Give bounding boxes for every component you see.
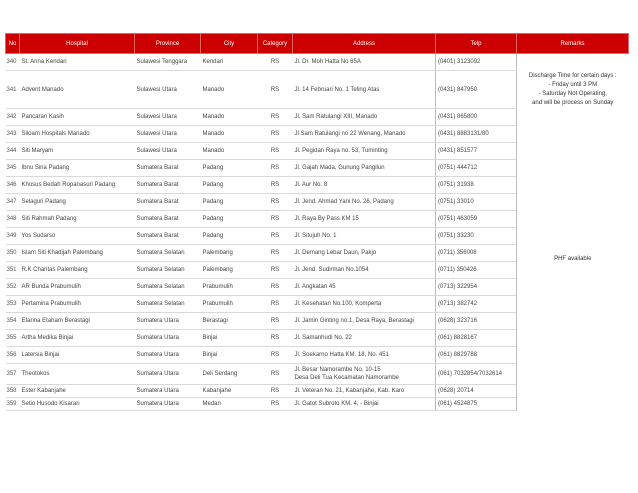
cell-province: Sumatera Utara xyxy=(135,347,201,364)
cell-no: 355 xyxy=(6,330,20,347)
cell-hospital: Pancaran Kasih xyxy=(20,109,135,126)
cell-telp: (0711) 350426 xyxy=(436,262,517,279)
cell-telp: (0431) 8883131/80 xyxy=(436,126,517,143)
cell-province: Sumatera Selatan xyxy=(135,296,201,313)
header-row xyxy=(6,34,629,54)
cell-category: RS xyxy=(258,262,293,279)
cell-category: RS xyxy=(258,245,293,262)
cell-no: 345 xyxy=(6,160,20,177)
cell-no: 350 xyxy=(6,245,20,262)
cell-no: 344 xyxy=(6,143,20,160)
cell-address: Jl. Samanhudi No. 22 xyxy=(293,330,436,347)
remarks-phf-available: PHF available xyxy=(517,109,629,411)
cell-city: Palembang xyxy=(201,262,258,279)
cell-city: Padang xyxy=(201,211,258,228)
table-row[interactable] xyxy=(6,109,629,126)
cell-category: RS xyxy=(258,177,293,194)
cell-province: Sumatera Selatan xyxy=(135,245,201,262)
cell-no: 340 xyxy=(6,54,20,71)
cell-category: RS xyxy=(258,347,293,364)
cell-city: Manado xyxy=(201,143,258,160)
remarks-discharge-note xyxy=(517,71,629,109)
cell-category: RS xyxy=(258,71,293,109)
cell-address: Jl. Situjuh No. 1 xyxy=(293,228,436,245)
cell-province: Sumatera Barat xyxy=(135,228,201,245)
cell-telp: (0711) 356008 xyxy=(436,245,517,262)
cell-telp: (0751) 444712 xyxy=(436,160,517,177)
cell-telp: (0431) 865800 xyxy=(436,109,517,126)
cell-province: Sumatera Selatan xyxy=(135,262,201,279)
cell-hospital: Advent Manado xyxy=(20,71,135,109)
cell-telp: (061) 8829788 xyxy=(436,347,517,364)
cell-telp: (0713) 382742 xyxy=(436,296,517,313)
cell-telp: (0401) 3123092 xyxy=(436,54,517,71)
cell-city: Berastagi xyxy=(201,313,258,330)
cell-address: Jl. 14 Februari No. 1 Teling Atas xyxy=(293,71,436,109)
cell-telp: (0431) 851577 xyxy=(436,143,517,160)
cell-province: Sumatera Utara xyxy=(135,398,201,411)
cell-city: Padang xyxy=(201,194,258,211)
cell-telp: (0628) 20714 xyxy=(436,385,517,398)
cell-hospital: AR Bunda Prabumulih xyxy=(20,279,135,296)
cell-city: Prabumulih xyxy=(201,279,258,296)
cell-category: RS xyxy=(258,385,293,398)
address-line-1: Jl. Besar Namorambe No. 10-15 xyxy=(294,367,381,373)
cell-province: Sumatera Utara xyxy=(135,364,201,385)
cell-category: RS xyxy=(258,109,293,126)
cell-category: RS xyxy=(258,313,293,330)
cell-province: Sumatera Barat xyxy=(135,194,201,211)
cell-no: 358 xyxy=(6,385,20,398)
cell-address: Jl. Jend. Sudirman No.1054 xyxy=(293,262,436,279)
table-row[interactable] xyxy=(6,54,629,71)
cell-province: Sumatera Selatan xyxy=(135,279,201,296)
address-line-2: Desa Deli Tua Kecamatan Namorambe xyxy=(294,375,399,381)
cell-category: RS xyxy=(258,160,293,177)
cell-no: 353 xyxy=(6,296,20,313)
header-telp[interactable]: Telp xyxy=(436,34,517,54)
cell-hospital: Pertamina Prabumulih xyxy=(20,296,135,313)
cell-no: 351 xyxy=(6,262,20,279)
cell-no: 354 xyxy=(6,313,20,330)
cell-city: Manado xyxy=(201,126,258,143)
cell-telp: (0628) 323716 xyxy=(436,313,517,330)
cell-no: 357 xyxy=(6,364,20,385)
cell-telp: (0751) 463059 xyxy=(436,211,517,228)
cell-province: Sumatera Barat xyxy=(135,160,201,177)
cell-address: Jl. Aur No. 8 xyxy=(293,177,436,194)
cell-city: Medan xyxy=(201,398,258,411)
cell-city: Binjai xyxy=(201,347,258,364)
cell-telp: (0431) 847950 xyxy=(436,71,517,109)
cell-category: RS xyxy=(258,330,293,347)
cell-province: Sumatera Utara xyxy=(135,330,201,347)
cell-address: Jl. Soekarno Hatta KM. 18, No. 451 xyxy=(293,347,436,364)
cell-category: RS xyxy=(258,296,293,313)
cell-hospital: Setio Husodo Kisaran xyxy=(20,398,135,411)
discharge-note-line: Discharge Time for certain days : xyxy=(528,72,617,79)
header-province[interactable]: Province xyxy=(135,34,201,54)
cell-hospital: Ester Kabanjahe xyxy=(20,385,135,398)
cell-address: Jl. Gatot Subroto KM. 4, - Binjai xyxy=(293,398,436,411)
cell-hospital: Siti Maryam xyxy=(20,143,135,160)
header-category[interactable]: Category xyxy=(258,34,293,54)
cell-telp: (061) 4524875 xyxy=(436,398,517,411)
cell-address: Jl. Dr. Moh Hatta No 65A xyxy=(293,54,436,71)
table-row[interactable] xyxy=(6,71,629,109)
cell-category: RS xyxy=(258,54,293,71)
cell-address: Jl. Demang Lebar Daun, Pakjo xyxy=(293,245,436,262)
cell-no: 359 xyxy=(6,398,20,411)
cell-address: Jl. Pegidan Raya no. 53, Tuminting xyxy=(293,143,436,160)
cell-address: Jl. Raya By Pass KM 15 xyxy=(293,211,436,228)
cell-telp: (0751) 33010 xyxy=(436,194,517,211)
cell-province: Sulawesi Utara xyxy=(135,109,201,126)
cell-city: Binjai xyxy=(201,330,258,347)
cell-telp: (0751) 31938 xyxy=(436,177,517,194)
cell-category: RS xyxy=(258,211,293,228)
cell-province: Sumatera Utara xyxy=(135,385,201,398)
cell-remarks-empty xyxy=(517,54,629,71)
cell-address: Jl Sam Ratulangi no 22 Wenang, Manado xyxy=(293,126,436,143)
cell-province: Sulawesi Utara xyxy=(135,71,201,109)
cell-no: 342 xyxy=(6,109,20,126)
cell-province: Sulawesi Utara xyxy=(135,126,201,143)
cell-address: Jl. Sam Ratulangi XIII, Manado xyxy=(293,109,436,126)
cell-hospital: Efarina Etaham Berastagi xyxy=(20,313,135,330)
cell-address: Jl. Angkatan 45 xyxy=(293,279,436,296)
cell-no: 349 xyxy=(6,228,20,245)
cell-city: Palembang xyxy=(201,245,258,262)
cell-city: Manado xyxy=(201,109,258,126)
cell-address: Jl. Kesehatan No.100, Komperta xyxy=(293,296,436,313)
discharge-note-line: - Friday until 3 PM xyxy=(548,81,598,88)
cell-hospital: Khusus Bedah Ropanasuri Padang xyxy=(20,177,135,194)
cell-hospital: Artha Medika Binjai xyxy=(20,330,135,347)
cell-no: 341 xyxy=(6,71,20,109)
cell-province: Sulawesi Utara xyxy=(135,143,201,160)
cell-province: Sulawesi Tenggara xyxy=(135,54,201,71)
cell-address: Jl. Veteran No. 21, Kabanjahe, Kab. Karo xyxy=(293,385,436,398)
cell-address: Jl. Jamin Ginting no.1, Desa Raya, Berastagi xyxy=(293,313,436,330)
cell-category: RS xyxy=(258,398,293,411)
cell-no: 348 xyxy=(6,211,20,228)
cell-telp: (0713) 322954 xyxy=(436,279,517,296)
cell-hospital: Theotokos xyxy=(20,364,135,385)
cell-hospital: Islam Siti Khadijah Palembang xyxy=(20,245,135,262)
discharge-note-line: - Saturday Not Operating, xyxy=(538,90,607,97)
cell-telp: (061) 8828167 xyxy=(436,330,517,347)
cell-category: RS xyxy=(258,126,293,143)
header-hospital[interactable]: Hospital xyxy=(20,34,135,54)
cell-hospital: Ibnu Sina Padang xyxy=(20,160,135,177)
cell-hospital: Siti Rahmah Padang xyxy=(20,211,135,228)
cell-city: Deli Serdang xyxy=(201,364,258,385)
cell-no: 352 xyxy=(6,279,20,296)
cell-city: Padang xyxy=(201,177,258,194)
cell-city: Manado xyxy=(201,71,258,109)
cell-address: Jl. Jend. Ahmad Yani No. 26, Padang xyxy=(293,194,436,211)
cell-no: 356 xyxy=(6,347,20,364)
header-address[interactable]: Address xyxy=(293,34,436,54)
header-no[interactable]: No xyxy=(6,34,20,54)
cell-telp: (0751) 33230 xyxy=(436,228,517,245)
cell-no: 343 xyxy=(6,126,20,143)
discharge-note-line: and will be process on Sunday xyxy=(532,99,614,106)
cell-province: Sumatera Barat xyxy=(135,177,201,194)
cell-city: Padang xyxy=(201,228,258,245)
cell-address xyxy=(293,364,436,385)
cell-city: Padang xyxy=(201,160,258,177)
cell-province: Sumatera Barat xyxy=(135,211,201,228)
cell-category: RS xyxy=(258,279,293,296)
cell-city: Prabumulih xyxy=(201,296,258,313)
header-remarks[interactable]: Remarks xyxy=(517,34,629,54)
cell-category: RS xyxy=(258,194,293,211)
cell-category: RS xyxy=(258,143,293,160)
cell-hospital: R.K Charitas Palembang xyxy=(20,262,135,279)
cell-city: Kabanjahe xyxy=(201,385,258,398)
cell-province: Sumatera Utara xyxy=(135,313,201,330)
cell-address: Jl. Gajah Mada, Gunung Pangilun xyxy=(293,160,436,177)
header-city[interactable]: City xyxy=(201,34,258,54)
cell-category: RS xyxy=(258,228,293,245)
cell-no: 346 xyxy=(6,177,20,194)
cell-hospital: Latersia Binjai xyxy=(20,347,135,364)
cell-hospital: St. Anna Kendari xyxy=(20,54,135,71)
cell-no: 347 xyxy=(6,194,20,211)
cell-hospital: Siloam Hospitals Manado xyxy=(20,126,135,143)
cell-city: Kendari xyxy=(201,54,258,71)
hospital-table-sheet xyxy=(5,33,628,411)
cell-hospital: Selaguri Padang xyxy=(20,194,135,211)
cell-category: RS xyxy=(258,364,293,385)
hospital-table xyxy=(5,33,629,411)
cell-hospital: Yos Sudarso xyxy=(20,228,135,245)
cell-telp: (061) 7032854/7032614 xyxy=(436,364,517,385)
